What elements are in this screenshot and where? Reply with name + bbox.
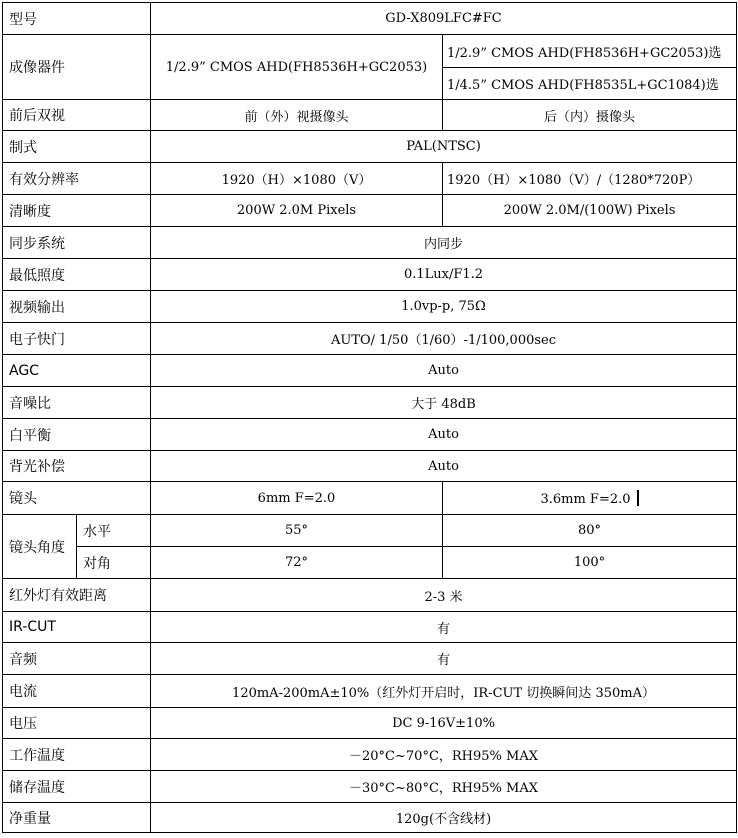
- row-ir-distance: [3, 579, 737, 612]
- label-sync: 同步系统: [3, 227, 151, 259]
- row-angle-horizontal: [3, 515, 737, 547]
- value-ir-distance: 2-3 米: [151, 579, 737, 612]
- value-voltage: DC 9-16V±10%: [151, 708, 737, 739]
- label-white-balance: 白平衡: [3, 419, 151, 451]
- value-video-out: 1.0vp-p, 75Ω: [151, 291, 737, 323]
- label-model: 型号: [3, 3, 151, 35]
- row-model: [3, 3, 737, 35]
- value-snr: 大于 48dB: [151, 387, 737, 419]
- label-angle-horizontal: 水平: [77, 515, 151, 547]
- row-video-out: [3, 291, 737, 323]
- row-sync: [3, 227, 737, 259]
- value-clarity-front: 200W 2.0M Pixels: [151, 195, 443, 227]
- value-ircut: 有: [151, 612, 737, 643]
- label-store-temp: 储存温度: [3, 771, 151, 803]
- label-angle: 镜头角度: [3, 515, 77, 579]
- row-weight: [3, 803, 737, 833]
- label-snr: 音噪比: [3, 387, 151, 419]
- value-weight: 120g(不含线材): [151, 803, 737, 833]
- row-audio: [3, 643, 737, 675]
- value-white-balance: Auto: [151, 419, 737, 451]
- label-audio: 音频: [3, 643, 151, 675]
- label-angle-diagonal: 对角: [77, 547, 151, 579]
- value-system: PAL(NTSC): [151, 131, 737, 163]
- label-work-temp: 工作温度: [3, 739, 151, 771]
- row-blc: [3, 451, 737, 482]
- row-lens: [3, 482, 737, 515]
- value-rear-camera: 后（内）摄像头: [443, 100, 737, 131]
- row-illumination: [3, 259, 737, 291]
- label-system: 制式: [3, 131, 151, 163]
- label-illumination: 最低照度: [3, 259, 151, 291]
- value-shutter: AUTO/ 1/50（1/60）-1/100,000sec: [151, 323, 737, 355]
- label-resolution: 有效分辨率: [3, 163, 151, 195]
- row-clarity: [3, 195, 737, 227]
- label-shutter: 电子快门: [3, 323, 151, 355]
- value-resolution-front: 1920（H）×1080（V）: [151, 163, 443, 195]
- label-sensor: 成像器件: [3, 35, 151, 100]
- row-work-temp: [3, 739, 737, 771]
- value-sensor-front: 1/2.9” CMOS AHD(FH8536H+GC2053): [151, 35, 443, 100]
- label-weight: 净重量: [3, 803, 151, 833]
- row-current: [3, 675, 737, 708]
- value-store-temp: －30°C~80°C，RH95% MAX: [151, 771, 737, 803]
- value-sync: 内同步: [151, 227, 737, 259]
- value-resolution-rear: 1920（H）×1080（V）/（1280*720P）: [443, 163, 737, 195]
- label-voltage: 电压: [3, 708, 151, 739]
- label-blc: 背光补偿: [3, 451, 151, 482]
- value-sensor-option-1: 1/2.9” CMOS AHD(FH8536H+GC2053)选: [443, 35, 737, 68]
- value-model: GD-X809LFC#FC: [151, 3, 737, 35]
- row-angle-diagonal: [3, 547, 737, 579]
- value-blc: Auto: [151, 451, 737, 482]
- value-angle-h-rear: 80°: [443, 515, 737, 547]
- text-cursor: [637, 490, 639, 506]
- label-current: 电流: [3, 675, 151, 708]
- label-agc: AGC: [3, 355, 151, 387]
- value-agc: Auto: [151, 355, 737, 387]
- row-sensor: [3, 35, 737, 68]
- value-lens-rear: 3.6mm F=2.0: [540, 491, 631, 507]
- row-resolution: [3, 163, 737, 195]
- value-sensor-option-2: 1/4.5” CMOS AHD(FH8535L+GC1084)选: [443, 68, 737, 100]
- value-audio: 有: [151, 643, 737, 675]
- value-front-camera: 前（外）视摄像头: [151, 100, 443, 131]
- row-system: [3, 131, 737, 163]
- label-clarity: 清晰度: [3, 195, 151, 227]
- row-dual-view: [3, 100, 737, 131]
- row-shutter: [3, 323, 737, 355]
- value-clarity-rear: 200W 2.0M/(100W) Pixels: [443, 195, 737, 227]
- value-lens-rear-cell: [443, 482, 737, 515]
- label-lens: 镜头: [3, 482, 151, 515]
- label-video-out: 视频输出: [3, 291, 151, 323]
- value-lens-front: 6mm F=2.0: [151, 482, 443, 515]
- value-angle-d-rear: 100°: [443, 547, 737, 579]
- value-current: 120mA-200mA±10%（红外灯开启时，IR-CUT 切换瞬间达 350mA）: [151, 675, 737, 708]
- value-work-temp: －20°C~70°C，RH95% MAX: [151, 739, 737, 771]
- row-voltage: [3, 708, 737, 739]
- value-illumination: 0.1Lux/F1.2: [151, 259, 737, 291]
- row-white-balance: [3, 419, 737, 451]
- label-dual-view: 前后双视: [3, 100, 151, 131]
- label-ir-distance: 红外灯有效距离: [3, 579, 151, 612]
- row-snr: [3, 387, 737, 419]
- row-store-temp: [3, 771, 737, 803]
- value-angle-h-front: 55°: [151, 515, 443, 547]
- value-angle-d-front: 72°: [151, 547, 443, 579]
- spec-table: [2, 2, 737, 833]
- row-agc: [3, 355, 737, 387]
- label-ircut: IR-CUT: [3, 612, 151, 643]
- row-ircut: [3, 612, 737, 643]
